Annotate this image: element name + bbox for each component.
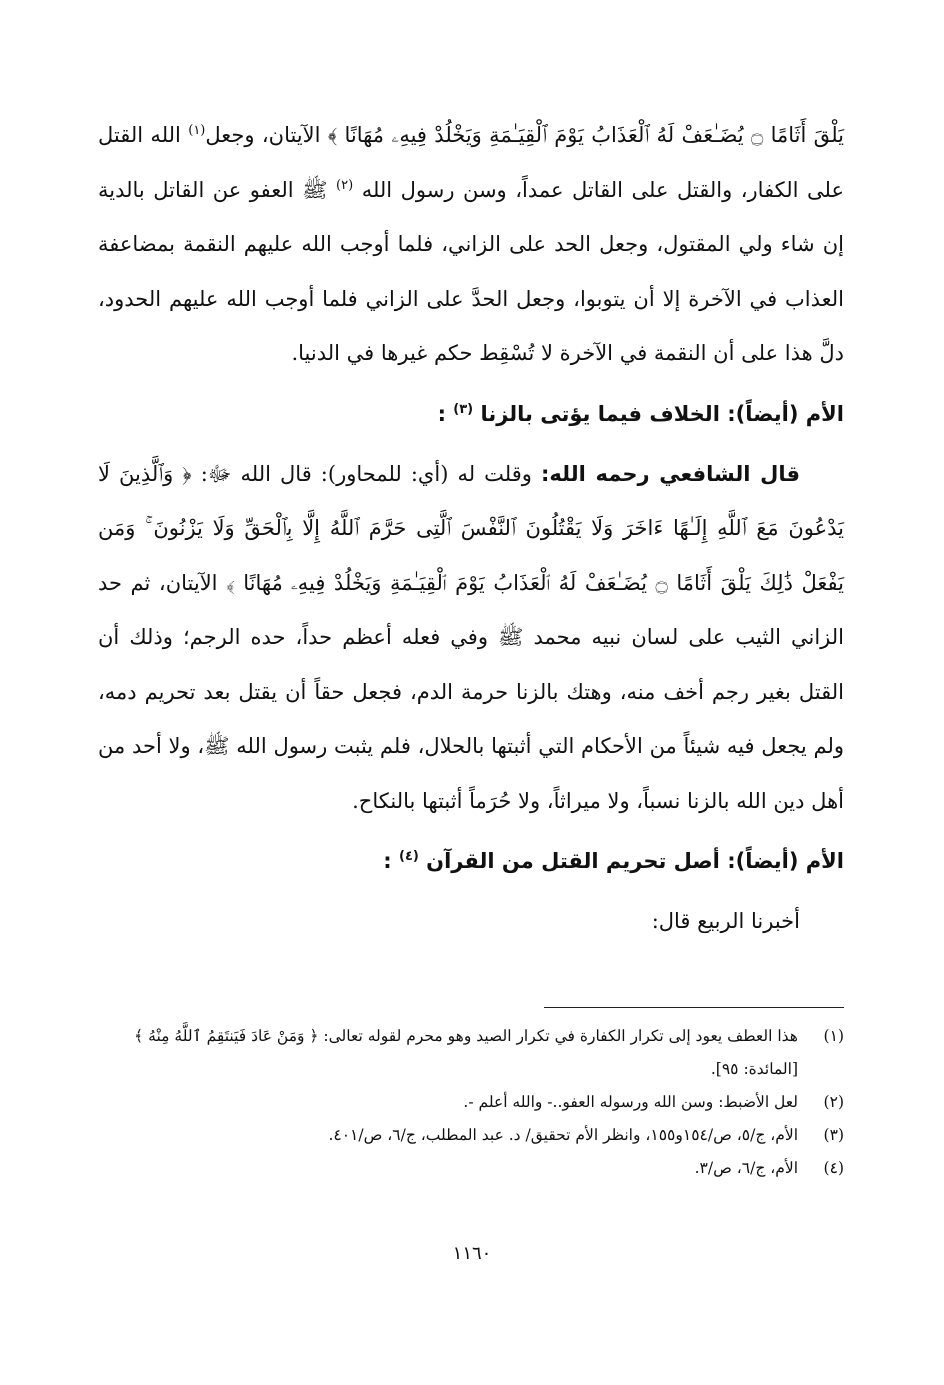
footnote-3 <box>98 1119 844 1152</box>
footnote-4 <box>98 1152 844 1185</box>
footnote-text: الأم، ج/٥، ص/١٥٤و١٥٥، وانظر الأم تحقيق/ د. عبد المطلب، ج/٦، ص/٤٠١. <box>328 1126 798 1144</box>
footnote-text: لعل الأضبط: وسن الله ورسوله العفو..- والله أعلم -. <box>463 1093 798 1111</box>
speaker-lead: قال الشافعي رحمه الله: <box>541 461 800 486</box>
footnote-number: (٣) <box>823 1126 844 1144</box>
footnote-ref-4[interactable]: (٤) <box>399 849 419 864</box>
footnote-ref-3[interactable]: (٣) <box>453 401 474 417</box>
footnote-text: هذا العطف يعود إلى تكرار الكفارة في تكرار الصيد وهو محرم لقوله تعالى: ﴿ وَمَنْ عَادَ فَيَنتَقِمُ ٱللَّهُ مِنْهُ ﴾ [المائدة: ٩٥]. <box>134 1027 798 1078</box>
section-heading-2: الأم (أيضاً): أصل تحريم القتل من القرآن $^{(٤)}$ : <box>383 849 844 873</box>
footnotes <box>98 1020 844 1185</box>
footnote-number: (٤) <box>823 1159 844 1177</box>
page-number: ١١٦٠ <box>452 1243 492 1264</box>
footnote-divider <box>544 1007 844 1008</box>
footnote-ref-1[interactable]: (١) <box>188 123 206 138</box>
footnote-number: (٢) <box>823 1093 844 1111</box>
paragraph-1: يَلْقَ أَثَامًا ۝ يُضَـٰعَفْ لَهُ ٱلْعَذَابُ يَوْمَ ٱلْقِيَـٰمَةِ وَيَخْلُدْ فِيهِۦ مُهَانًا ﴾ الآيتان، وجعل$^{(١)}$ الله القتل على الكفار، والقتل على القاتل عمداً، وسن رسول الله $^{(٢)}$ ﷺ العفو عن القاتل بالدية إن شاء ولي المقتول، وجعل الحد على الزاني، فلما أوجب الله عليهم النقمة بمضاعفة العذاب في الآخرة إلا أن يتوبوا، وجعل الحدَّ على الزاني فلما أوجب الله عليهم الحدود، دلَّ هذا على أن النقمة في الآخرة لا تُسْقِط حكم غيرها في الدنيا. <box>98 123 845 365</box>
paragraph-2: قال الشافعي رحمه الله: وقلت له (أي: للمحاور): قال الله ﷻ: ﴿ وَٱلَّذِينَ لَا يَدْعُونَ مَعَ ٱللَّهِ إِلَـٰهًا ءَاخَرَ وَلَا يَقْتُلُونَ ٱلنَّفْسَ ٱلَّتِى حَرَّمَ ٱللَّهُ إِلَّا بِٱلْحَقِّ وَلَا يَزْنُونَ ۚ وَمَن يَفْعَلْ ذَٰلِكَ يَلْقَ أَثَامًا ۝ يُضَـٰعَفْ لَهُ ٱلْعَذَابُ يَوْمَ ٱلْقِيَـٰمَةِ وَيَخْلُدْ فِيهِۦ مُهَانًا ﴾ الآيتان، ثم حد الزاني الثيب على لسان نبيه محمد ﷺ وفي فعله أعظم حداً، حده الرجم؛ وذلك أن القتل بغير رجم أخف منه، وهتك بالزنا حرمة الدم، فجعل حقاً أن يقتل بعد تحريم دمه، ولم يجعل فيه شيئاً من الأحكام التي أثبتها بالحلال، فلم يثبت رسول الله ﷺ، ولا أحد من أهل دين الله بالزنا نسباً، ولا ميراثاً، ولا حُرَماً أثبتها بالنكاح. <box>98 461 844 813</box>
footnote-2 <box>98 1086 844 1119</box>
section-heading-1: الأم (أيضاً): الخلاف فيما يؤتى بالزنا $^{(٣)}$ : <box>437 401 844 426</box>
footnote-1 <box>98 1020 844 1086</box>
paragraph-3: أخبرنا الربيع قال: <box>651 909 800 933</box>
footnote-number: (١) <box>823 1027 844 1045</box>
main-text <box>98 108 844 949</box>
footnote-text: الأم، ج/٦، ص/٣. <box>694 1159 798 1177</box>
quran-verse: ﴿ وَٱلَّذِينَ لَا يَدْعُونَ مَعَ ٱللَّهِ إِلَـٰهًا ءَاخَرَ وَلَا يَقْتُلُونَ ٱلنَّفْسَ ٱلَّتِى حَرَّمَ ٱللَّهُ إِلَّا بِٱلْحَقِّ وَلَا يَزْنُونَ ۚ وَمَن يَفْعَلْ ذَٰلِكَ يَلْقَ أَثَامًا ۝ يُضَـٰعَفْ لَهُ ٱلْعَذَابُ يَوْمَ ٱلْقِيَـٰمَةِ وَيَخْلُدْ فِيهِۦ مُهَانًا ﴾ <box>98 461 844 595</box>
quran-verse: يَلْقَ أَثَامًا ۝ يُضَـٰعَفْ لَهُ ٱلْعَذَابُ يَوْمَ ٱلْقِيَـٰمَةِ وَيَخْلُدْ فِيهِۦ مُهَانًا ﴾ <box>327 123 844 147</box>
footnote-ref-2[interactable]: (٢) <box>336 177 354 193</box>
